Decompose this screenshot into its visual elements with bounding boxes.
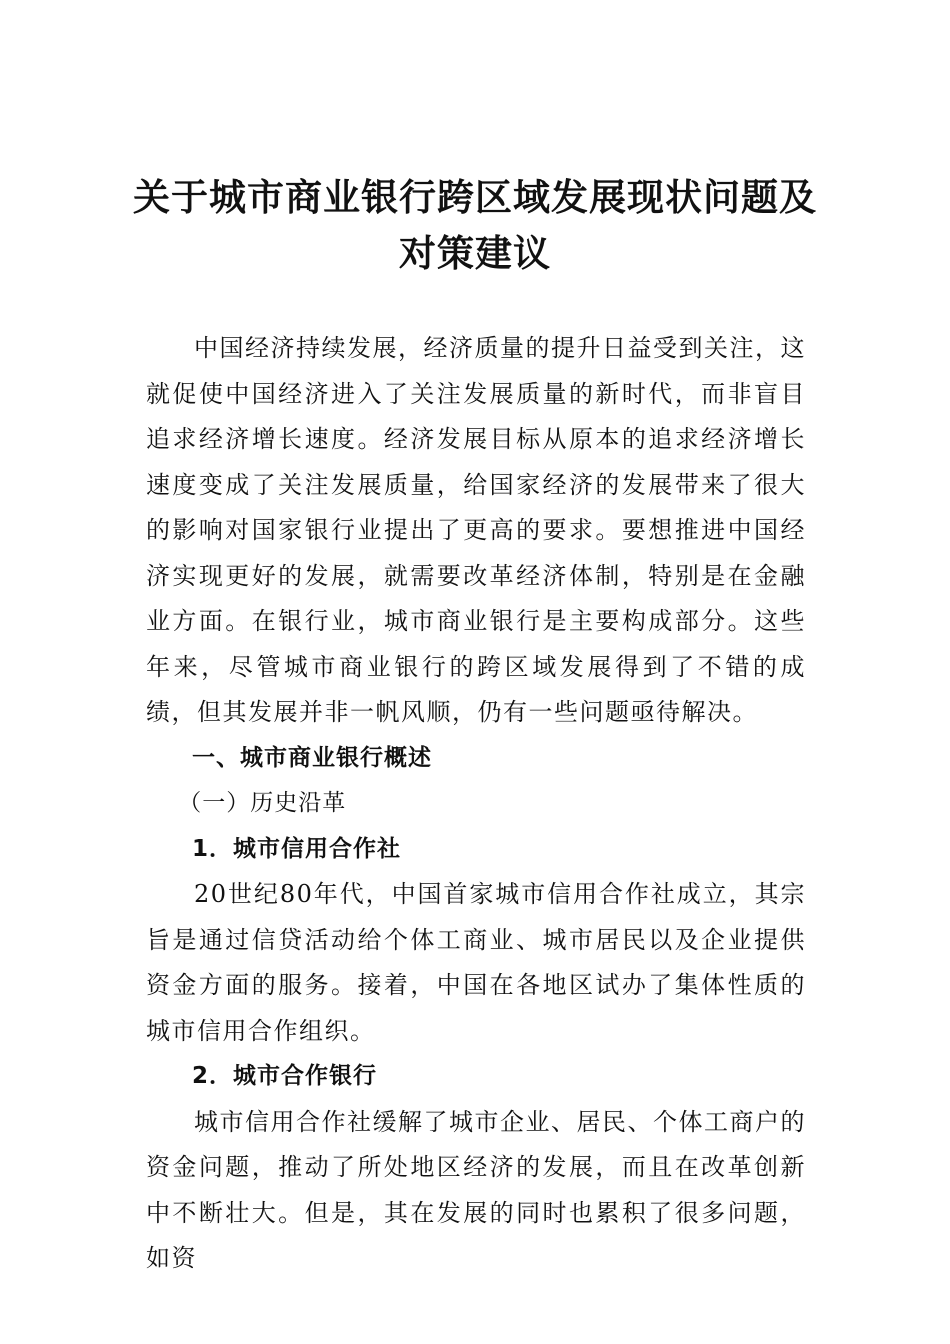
item-heading-1: 1．城市信用合作社: [192, 835, 402, 862]
item-paragraph-1: 20世纪80年代，中国首家城市信用合作社成立，其宗旨是通过信贷活动给个体工商业、城市居民以及企业提供资金方面的服务。接着，中国在各地区试办了集体性质的城市信用合作组织。: [146, 880, 806, 1045]
item-heading-2: 2．城市合作银行: [192, 1063, 378, 1089]
document-title: [120, 170, 830, 282]
subsection-heading-1: （一）历史沿革: [178, 790, 347, 816]
item-paragraph-2: 城市信用合作社缓解了城市企业、居民、个体工商户的资金问题，推动了所处地区经济的发展，而且在改革创新中不断壮大。但是，其在发展的同时也累积了很多问题，如资: [146, 1107, 806, 1272]
title-line-1: 关于城市商业银行跨区域发展现状问题及: [133, 176, 817, 219]
document-body: [146, 326, 806, 1282]
title-line-2: 对策建议: [399, 232, 551, 275]
section-heading-1: 一、城市商业银行概述: [192, 744, 432, 771]
intro-paragraph: 中国经济持续发展，经济质量的提升日益受到关注，这就促使中国经济进入了关注发展质量的新时代，而非盲目追求经济增长速度。经济发展目标从原本的追求经济增长速度变成了关注发展质量，给国家经济的发展带来了很大的影响对国家银行业提出了更高的要求。要想推进中国经济实现更好的发展，就需要改革经济体制，特别是在金融业方面。在银行业，城市商业银行是主要构成部分。这些年来，尽管城市商业银行的跨区域发展得到了不错的成绩，但其发展并非一帆风顺，仍有一些问题亟待解决。: [146, 334, 806, 726]
